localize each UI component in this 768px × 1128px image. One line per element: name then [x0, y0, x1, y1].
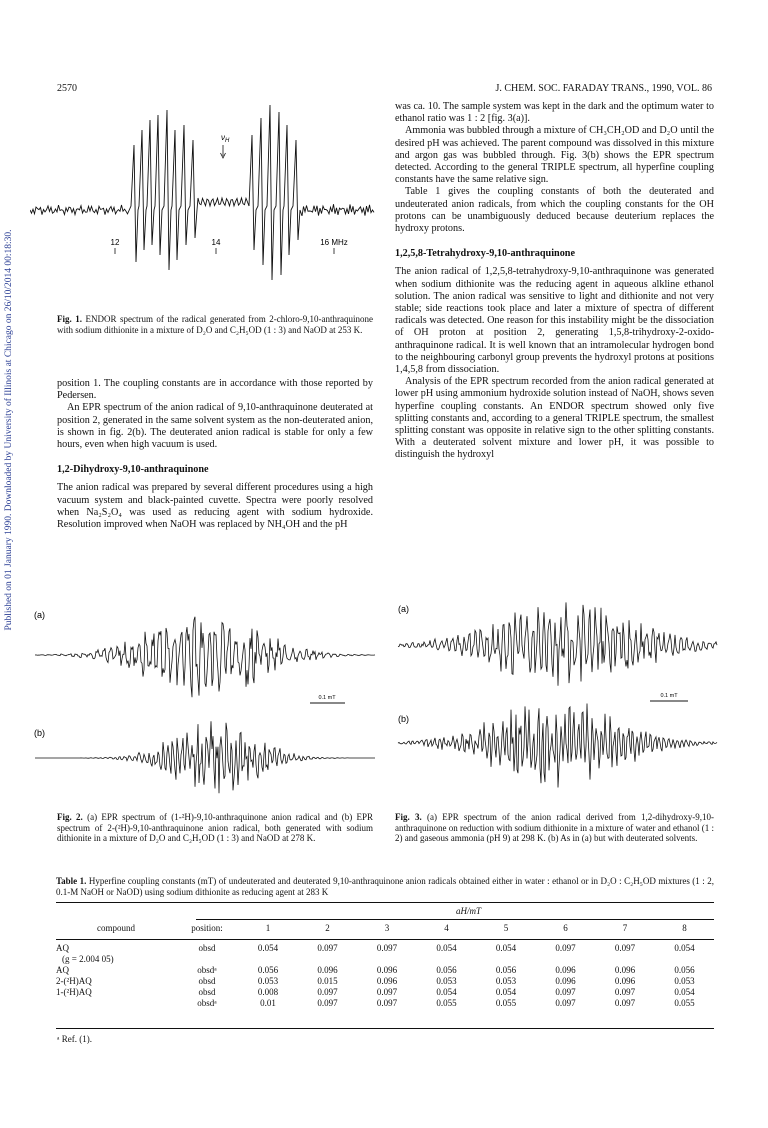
- right-p4: Analysis of the EPR spectrum recorded from the anion radical generated at lower pH using ammonium hydroxide solution instead of NaOH, shows seven hyperfine coupling constants. An ENDOR spectrum showed only five splitting constants and, according to a general TRIPLE spectrum, the smallest splitting constant was opposite in relative sign to the other splitting constants. With a deuterated solvent mixture and lower pH, it was possible to distinguish the hydroxyl: [395, 376, 714, 461]
- fig1-tick-label-12: 12: [110, 238, 120, 247]
- table1-group-rule: [196, 919, 714, 920]
- table-row: obsdᵃ 0.01 0.097 0.097 0.055 0.055 0.097 0.097 0.055: [197, 998, 695, 1009]
- fig2a-trace: [35, 617, 375, 697]
- left-p3: The anion radical was prepared by several different procedures using a high vacuum system and black-painted cuvette. Spectra were poorly resolved when Na₂S₂O₄ was used as reducing agent with sodium hydroxide. Resolution improved when NaOH was replaced by NH₄OH and the pH: [57, 482, 373, 531]
- left-column: [57, 378, 373, 531]
- fig1-endor-spectrum: [30, 100, 375, 310]
- fig1-caption: Fig. 1. ENDOR spectrum of the radical generated from 2-chloro-9,10-anthraquinone with sodium dithionite in a mixture of D₂O and C₂H₅OD (1 : 3) and NaOD at 253 K.: [57, 314, 373, 335]
- fig2-epr-spectra: [30, 600, 380, 805]
- left-p1: position 1. The coupling constants are in accordance with those reported by Pedersen.: [57, 378, 373, 402]
- fig3-label-b: (b): [398, 714, 409, 724]
- table1-title: Table 1. Hyperfine coupling constants (mT) of undeuterated and deuterated 9,10-anthraquinone anion radicals obtained either in water : ethanol or in D₂O : C₂H₅OD mixtures (1 : 2, 0.1-M NaOH or NaOD) using sodium dithionite as reducing agent at 283 K: [56, 876, 714, 897]
- table-row: AQ obsdᵃ 0.056 0.096 0.096 0.056 0.056 0.096 0.096 0.056: [56, 965, 695, 976]
- fig3-caption: Fig. 3. (a) EPR spectrum of the anion radical derived from 1,2-dihydroxy-9,10-anthraquinone on reduction with sodium dithionite in a mixture of water and ethanol (1 : 2) and gaseous ammonia (pH 9) at 298 K. (b) As in (a) but with deuterated solvents.: [395, 812, 714, 844]
- table1-header-row: compound position: 1 2 3 4 5 6 7 8: [56, 922, 714, 933]
- section-heading-tetrahydroxy: 1,2,5,8-Tetrahydroxy-9,10-anthraquinone: [395, 248, 575, 260]
- download-watermark: Published on 01 January 1990. Downloaded by University of Illinois at Chicago on 26/10/2014 00:18:30.: [4, 229, 14, 631]
- th-compound: compound: [97, 922, 135, 933]
- section-heading-12-dihydroxy: 1,2-Dihydroxy-9,10-anthraquinone: [57, 464, 209, 476]
- fig3b-trace: [398, 704, 717, 788]
- table-row: 2-(²H)AQ obsd 0.053 0.015 0.096 0.053 0.053 0.096 0.096 0.053: [56, 976, 695, 987]
- right-p1: Ammonia was bubbled through a mixture of CH₃CH₂OD and D₂O until the desired pH was achieved. The parent compound was dissolved in this mixture and argon gas was bubbled through. Fig. 3(b) shows the EPR spectrum detected. According to the general TRIPLE spectrum, all hyperfine coupling constants have the same relative sign.: [395, 125, 714, 186]
- fig2b-trace: [35, 721, 375, 793]
- fig3-epr-spectra: [392, 600, 722, 805]
- left-p2: An EPR spectrum of the anion radical of 9,10-anthraquinone deuterated at position 2, generated in the same solvent system as the non-deuterated anion, is shown in fig. 2(b). The deuterated anion radical is stable for only a few hours, even when high vacuum is used.: [57, 402, 373, 451]
- table-row: AQ obsd 0.054 0.097 0.097 0.054 0.054 0.097 0.097 0.054: [56, 943, 695, 954]
- fig3a-trace: [398, 602, 717, 685]
- table1-top-rule: [56, 902, 714, 903]
- table-row: 1-(²H)AQ obsd 0.008 0.097 0.097 0.054 0.054 0.097 0.097 0.054: [56, 987, 695, 998]
- fig2-caption: Fig. 2. (a) EPR spectrum of (1-²H)-9,10-anthraquinone anion radical and (b) EPR spectrum of 2-(²H)-9,10-anthraquinone anion radical, both generated with sodium dithionite in a mixture of D₂O and C₂H₅OD (1 : 3) and NaOD at 278 K.: [57, 812, 374, 844]
- page-number: 2570: [57, 83, 77, 94]
- fig2-label-a: (a): [34, 610, 45, 620]
- table1-bottom-rule: [56, 1028, 714, 1029]
- right-column: [395, 101, 714, 462]
- right-p3: The anion radical of 1,2,5,8-tetrahydroxy-9,10-anthraquinone was generated when sodium dithionite was the reducing agent in aqueous alkline ethanol solution. The anion radical was sensitive to light and dithionite and not very stable; side reactions took place and later a mixture of spectra of different radicals was detected. One reason for this instability might be the dissociation of OH proton at position 2, generating 1,5,8-trihydroxy-2-oxido-anthraquinone radical. It is well known that an intramolecular hydrogen bond to the neighbouring carbonyl group prevents the hydroxyl protons at positions 1,4,5,8 from dissociation.: [395, 266, 714, 376]
- fig1-tick-label-16: 16 MHz: [320, 238, 348, 247]
- table1-body: [56, 922, 714, 1009]
- fig2-scale-label: 0.1 mT: [318, 695, 336, 701]
- table1-footnote: ᵃ Ref. (1).: [57, 1034, 92, 1044]
- right-p2: Table 1 gives the coupling constants of both the deuterated and undeuterated anion radicals, from which the coupling constants for the OH protons can be unambiguously deduced because deuterium replaces the hydroxy protons.: [395, 186, 714, 235]
- fig1-trace: [30, 105, 374, 280]
- fig3-scale-label: 0.1 mT: [660, 693, 678, 699]
- journal-header: J. CHEM. SOC. FARADAY TRANS., 1990, VOL. 86: [495, 83, 712, 94]
- th-position: position:: [191, 922, 223, 933]
- fig3-label-a: (a): [398, 604, 409, 614]
- fig2-label-b: (b): [34, 728, 45, 738]
- fig1-tick-label-14: 14: [211, 238, 221, 247]
- fig1-nu-label: $\nu_H$: [221, 133, 230, 144]
- right-p0: was ca. 10. The sample system was kept in the dark and the optimum water to ethanol ratio was 1 : 2 [fig. 3(a)].: [395, 101, 714, 125]
- table-row: (g = 2.004 05): [62, 954, 114, 965]
